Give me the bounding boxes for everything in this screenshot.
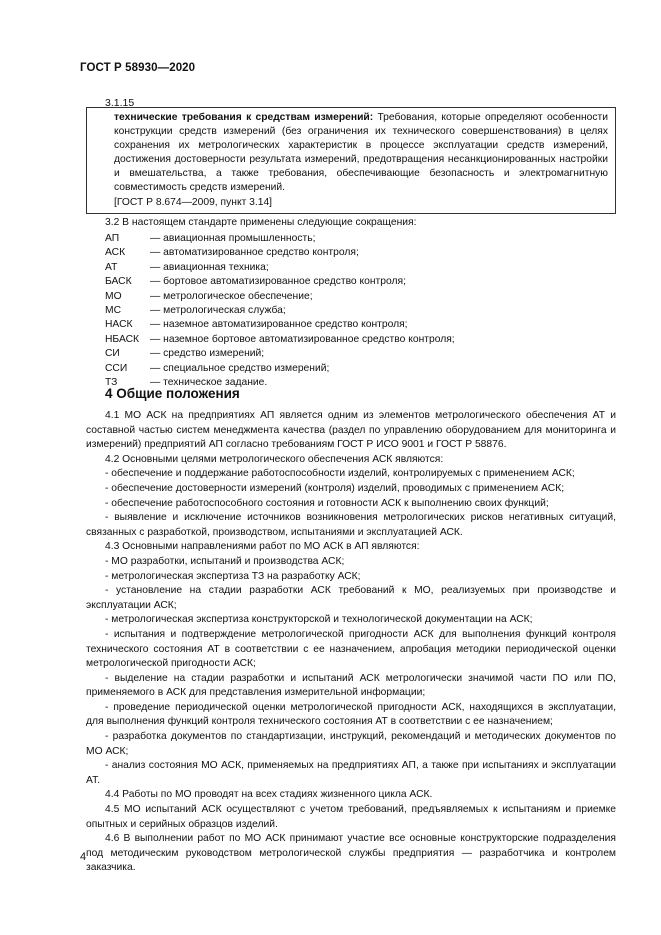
abbreviation-term: НБАСК bbox=[105, 333, 140, 345]
abbreviation-item bbox=[105, 275, 455, 289]
abbreviation-definition: — авиационная промышленность; bbox=[150, 233, 316, 244]
abbreviation-term: ТЗ bbox=[105, 377, 118, 389]
abbreviation-definition: — автоматизированное средство контроля; bbox=[150, 247, 359, 259]
abbreviation-definition: — средство измерений; bbox=[150, 348, 265, 360]
abbreviation-term: НАСК bbox=[105, 319, 133, 331]
list-item: - выделение на стадии разработки и испытаний АСК метрологически значимой части ПО или ПО, применяемого в АСК для представления измерительной информации; bbox=[86, 672, 616, 699]
standard-header: ГОСТ Р 58930—2020 bbox=[80, 62, 196, 74]
list-item: - выявление и исключение источников возникновения метрологических рисков негативных ситуаций, связанных с разработкой, производством, испытаниями и эксплуатацией АСК. bbox=[86, 512, 616, 538]
abbreviation-item bbox=[105, 290, 455, 304]
abbreviation-definition: — наземное бортовое автоматизированное средство контроля; bbox=[150, 333, 455, 345]
abbreviation-term: АП bbox=[105, 233, 120, 244]
abbreviation-definition: — наземное автоматизированное средство контроля; bbox=[150, 319, 408, 331]
term-definition-box bbox=[86, 107, 616, 214]
abbreviation-definition: — бортовое автоматизированное средство контроля; bbox=[150, 276, 406, 288]
abbreviation-term: МС bbox=[105, 305, 122, 317]
abbreviation-item bbox=[105, 261, 455, 275]
list-item: - обеспечение и поддержание работоспособности изделий, контролируемых с применением АСК; bbox=[105, 468, 575, 480]
abbreviation-definition: — метрологическая служба; bbox=[150, 305, 286, 317]
paragraph: 4.6 В выполнении работ по МО АСК принимают участие все основные конструкторские подразделения под методическим руководством метрологической службы предприятия — разработчика и контролем заказчика. bbox=[86, 833, 616, 874]
abbreviation-item bbox=[105, 304, 455, 318]
abbreviation-definition: — авиационная техника; bbox=[150, 261, 269, 273]
abbreviation-definition: — специальное средство измерений; bbox=[150, 362, 330, 374]
list-item: - установление на стадии разработки АСК требований к МО, реализуемых при производстве и эксплуатации АСК; bbox=[86, 585, 616, 611]
abbreviation-item bbox=[105, 347, 455, 361]
term-name: технические требования к средствам измерений: bbox=[114, 112, 374, 123]
section-body bbox=[86, 409, 616, 876]
paragraph: 4.5 МО испытаний АСК осуществляют с учетом требований, предъявляемых к испытаниям и приемке опытных и серийных образцов изделий. bbox=[86, 804, 616, 830]
abbreviation-definition: — метрологическое обеспечение; bbox=[150, 290, 313, 302]
list-item: - обеспечение достоверности измерений (контроля) изделий, проводимых с применением АСК; bbox=[105, 482, 565, 494]
term-number: 3.1.15 bbox=[105, 97, 135, 109]
list-item: - обеспечение работоспособного состояния и готовности АСК к выполнению своих функций; bbox=[105, 497, 549, 509]
paragraph: 4.4 Работы по МО проводят на всех стадиях жизненного цикла АСК. bbox=[105, 789, 433, 801]
abbreviations-intro: 3.2 В настоящем стандарте применены следующие сокращения: bbox=[105, 217, 417, 228]
list-item: - метрологическая экспертиза ТЗ на разработку АСК; bbox=[105, 570, 361, 582]
list-item: - испытания и подтверждение метрологической пригодности АСК для выполнения функций контроля технического состояния АТ в соответствии с ее назначением, апробация методики периодической оценки метрологической пригодности АСК; bbox=[86, 628, 616, 670]
abbreviation-definition: — техническое задание. bbox=[150, 377, 268, 389]
paragraph: 4.3 Основными направлениями работ по МО АСК в АП являются: bbox=[105, 541, 420, 553]
abbreviation-term: СИ bbox=[105, 348, 120, 360]
term-reference: [ГОСТ Р 8.674—2009, пункт 3.14] bbox=[114, 196, 273, 208]
abbreviations-list bbox=[105, 232, 455, 390]
list-item: - разработка документов по стандартизации, инструкций, рекомендаций и методических документов по МО АСК; bbox=[86, 731, 616, 757]
abbreviation-term: АСК bbox=[105, 247, 126, 259]
abbreviation-item bbox=[105, 232, 455, 246]
list-item: - проведение периодической оценки метрологической пригодности АСК, находящихся в эксплуатации, для выполнения функций контроля технического состояния АТ в соответствии с ее назначением; bbox=[86, 701, 616, 728]
section-title: 4 Общие положения bbox=[105, 386, 240, 401]
abbreviation-term: АТ bbox=[105, 261, 118, 273]
list-item: - метрологическая экспертиза конструкторской и технологической документации на АСК; bbox=[105, 614, 533, 626]
abbreviation-item bbox=[105, 246, 455, 260]
abbreviation-item bbox=[105, 333, 455, 347]
page-number: 4 bbox=[80, 851, 87, 863]
list-item: - МО разработки, испытаний и производства АСК; bbox=[105, 555, 345, 567]
list-item: - анализ состояния МО АСК, применяемых на предприятиях АП, а также при испытаниях и эксплуатации АТ. bbox=[86, 760, 616, 786]
paragraph: 4.2 Основными целями метрологического обеспечения АСК являются: bbox=[105, 453, 444, 465]
abbreviation-item bbox=[105, 362, 455, 376]
abbreviation-item bbox=[105, 318, 455, 332]
abbreviation-term: БАСК bbox=[105, 276, 132, 288]
paragraph: 4.1 МО АСК на предприятиях АП является одним из элементов метрологического обеспечения АТ и составной частью систем менеджмента качества (раздел по управлению оборудованием для мониторинга и измерений) предприятий АП согласно требованиям ГОСТ Р ИСО 9001 и ГОСТ Р 58876. bbox=[86, 410, 616, 451]
abbreviation-term: МО bbox=[105, 290, 122, 302]
term-definition: Требования, которые определяют особенности конструкции средств измерений (без ограничения их технического совершенствования) в целях сохранения их метрологических характеристик в процессе эксплуатации средств измерений, достижения достоверности результата измерений, предотвращения несанкционированных настройки и вмешательства, а также требования, обеспечивающие безопасность и электромагнитную совместимость средств измерений. bbox=[114, 112, 608, 194]
abbreviation-term: ССИ bbox=[105, 362, 128, 374]
